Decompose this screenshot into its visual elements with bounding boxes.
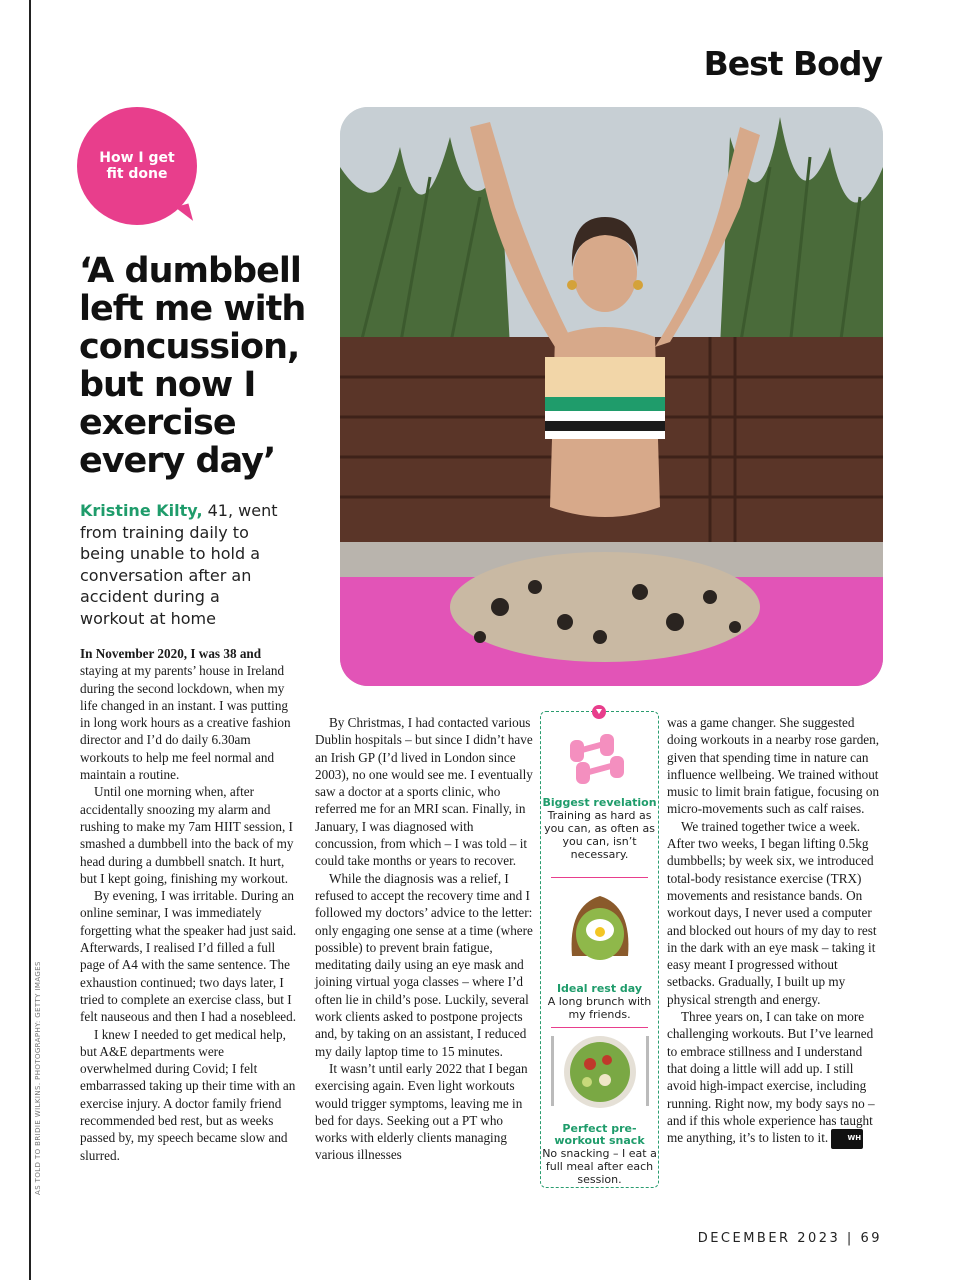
body-column-1 [80, 645, 298, 1164]
paragraph-text: staying at my parents’ house in Ireland during the second lockdown, when my life changed in an instant. I was putting in long work hours as a creative fashion director and I’d do daily 6.30am workouts to help me feel normal and maintain a routine. [80, 663, 291, 783]
sidebar-item-rest-day [541, 886, 658, 1021]
hero-photo [340, 107, 883, 686]
body-paragraph [667, 1008, 885, 1149]
sidebar-item-revelation [541, 730, 658, 861]
headline: ‘A dumbbell left me with concussion, but now I exercise every day’ [79, 251, 306, 481]
body-paragraph: While the diagnosis was a relief, I refused to accept the recovery time and I followed my doctors’ advice to the letter: only engaging one sense at a time (where possible) to prevent brain fatigue, meditating daily using an eye mask and joining virtual yoga classes – where I’d often lie in child’s pose. Luckily, several work clients asked to postpone projects and, by taking on an assistant, I reduced my daily laptop time to 15 minutes. [315, 870, 533, 1059]
body-paragraph [80, 645, 298, 783]
sidebar-divider [551, 877, 648, 878]
standfirst-text: went from training daily to being unable to hold a conversation after an accident during a workout at home [80, 501, 278, 628]
body-paragraph: It wasn’t until early 2022 that I began exercising again. Even light workouts would trigger symptoms, leaving me in bed for days. Seeking out a PT who works with elderly clients managing various illnesses [315, 1060, 528, 1163]
sidebar-item-title: Biggest revelation [542, 796, 657, 809]
badge [77, 107, 197, 225]
body-column-3 [667, 714, 885, 1149]
body-paragraph: By evening, I was irritable. During an online seminar, I was immediately forgetting what the speaker had just said. Afterwards, I realised I’d filled a full page of A4 with the same sentence. The exhaustion continued; two days later, I tried to complete an exercise class, but I felt nauseous and then I had a nosebleed. [80, 888, 297, 1025]
body-paragraph: By Christmas, I had contacted various Dublin hospitals – but since I didn’t have an Irish GP (I’d lived in London since 2003), no one would see me. I eventually saw a doctor at a sports clinic, who referred me for an MRI scan. Finally, in January, I was diagnosed with concussion, from which – I was told – it could take months or years to recover. [315, 715, 533, 869]
page-edge-rule [29, 0, 31, 1280]
photo-credit: AS TOLD TO BRIDIE WILKINS. PHOTOGRAPHY: GETTY IMAGES [34, 961, 42, 1195]
chevron-down-icon [592, 705, 606, 719]
hero-photo-illustration [340, 107, 883, 686]
body-paragraph: was a game changer. She suggested doing workouts in a nearby rose garden, given that spending time in nature can influence wellbeing. We trained without music to limit brain fatigue, focusing on micro-movements such as calf raises. [667, 715, 880, 817]
sidebar-divider [551, 1027, 648, 1028]
badge-label: How I get fit done [99, 150, 175, 182]
body-column-2 [315, 714, 533, 1164]
page-folio: DECEMBER 2023 | 69 [697, 1231, 882, 1246]
sidebar-item-text: A long brunch with my friends. [547, 995, 652, 1021]
salad-bowl-icon [545, 1032, 655, 1116]
sidebar-item-text: Training as hard as you can, as often as you can, isn’t necessary. [544, 809, 655, 861]
qa-sidebar [540, 711, 659, 1188]
body-paragraph: We trained together twice a week. After two weeks, I began lifting 0.5kg dumbbells; by week six, we introduced total-body resistance exercise (TRX) movements and resistance bands. On workout days, I never used a computer and blocked out hours of my day to rest in the dark with an eye mask – taking it easy meant I progressed without setbacks. Gradually, I built up my physical strength and energy. [667, 818, 877, 1007]
body-paragraph: Until one morning when, after accidentally snoozing my alarm and rushing to make my 7am HIIT session, I smashed a dumbbell into the back of my head during a dumbbell snatch. It hurt, but I kept going, finishing my workout. [80, 784, 294, 886]
sidebar-item-title: Perfect pre-workout snack [554, 1122, 645, 1147]
paragraph-text: Three years on, I can take on more challenging workouts. But I’ve learned to embrace stillness and I understand that doing a little will add up. I still avoid high-impact exercise, including running. Right now, my body says no – and if this whole experience has taught me anything, it’s to listen to it. [667, 1009, 875, 1146]
end-mark-logo: WH [831, 1129, 863, 1148]
subject-age: 41, [202, 501, 234, 520]
subject-name: Kristine Kilty, [80, 501, 203, 520]
standfirst [80, 500, 280, 629]
dumbbell-icon [560, 730, 640, 792]
sidebar-item-title: Ideal rest day [556, 982, 643, 995]
body-paragraph: I knew I needed to get medical help, but A&E departments were overwhelmed during Covid; I felt embarrassed taking up their time with an exercise injury. A doctor family friend recommended bed rest, but as weeks passed by, my speech became slow and slurred. [80, 1026, 296, 1163]
sidebar-item-text: No snacking – I eat a full meal after each session. [542, 1147, 657, 1186]
section-title: Best Body [703, 44, 882, 83]
drop-lead: In November 2020, I was 38 and [80, 646, 262, 661]
sidebar-item-snack [541, 1032, 658, 1186]
toast-icon [560, 886, 640, 978]
